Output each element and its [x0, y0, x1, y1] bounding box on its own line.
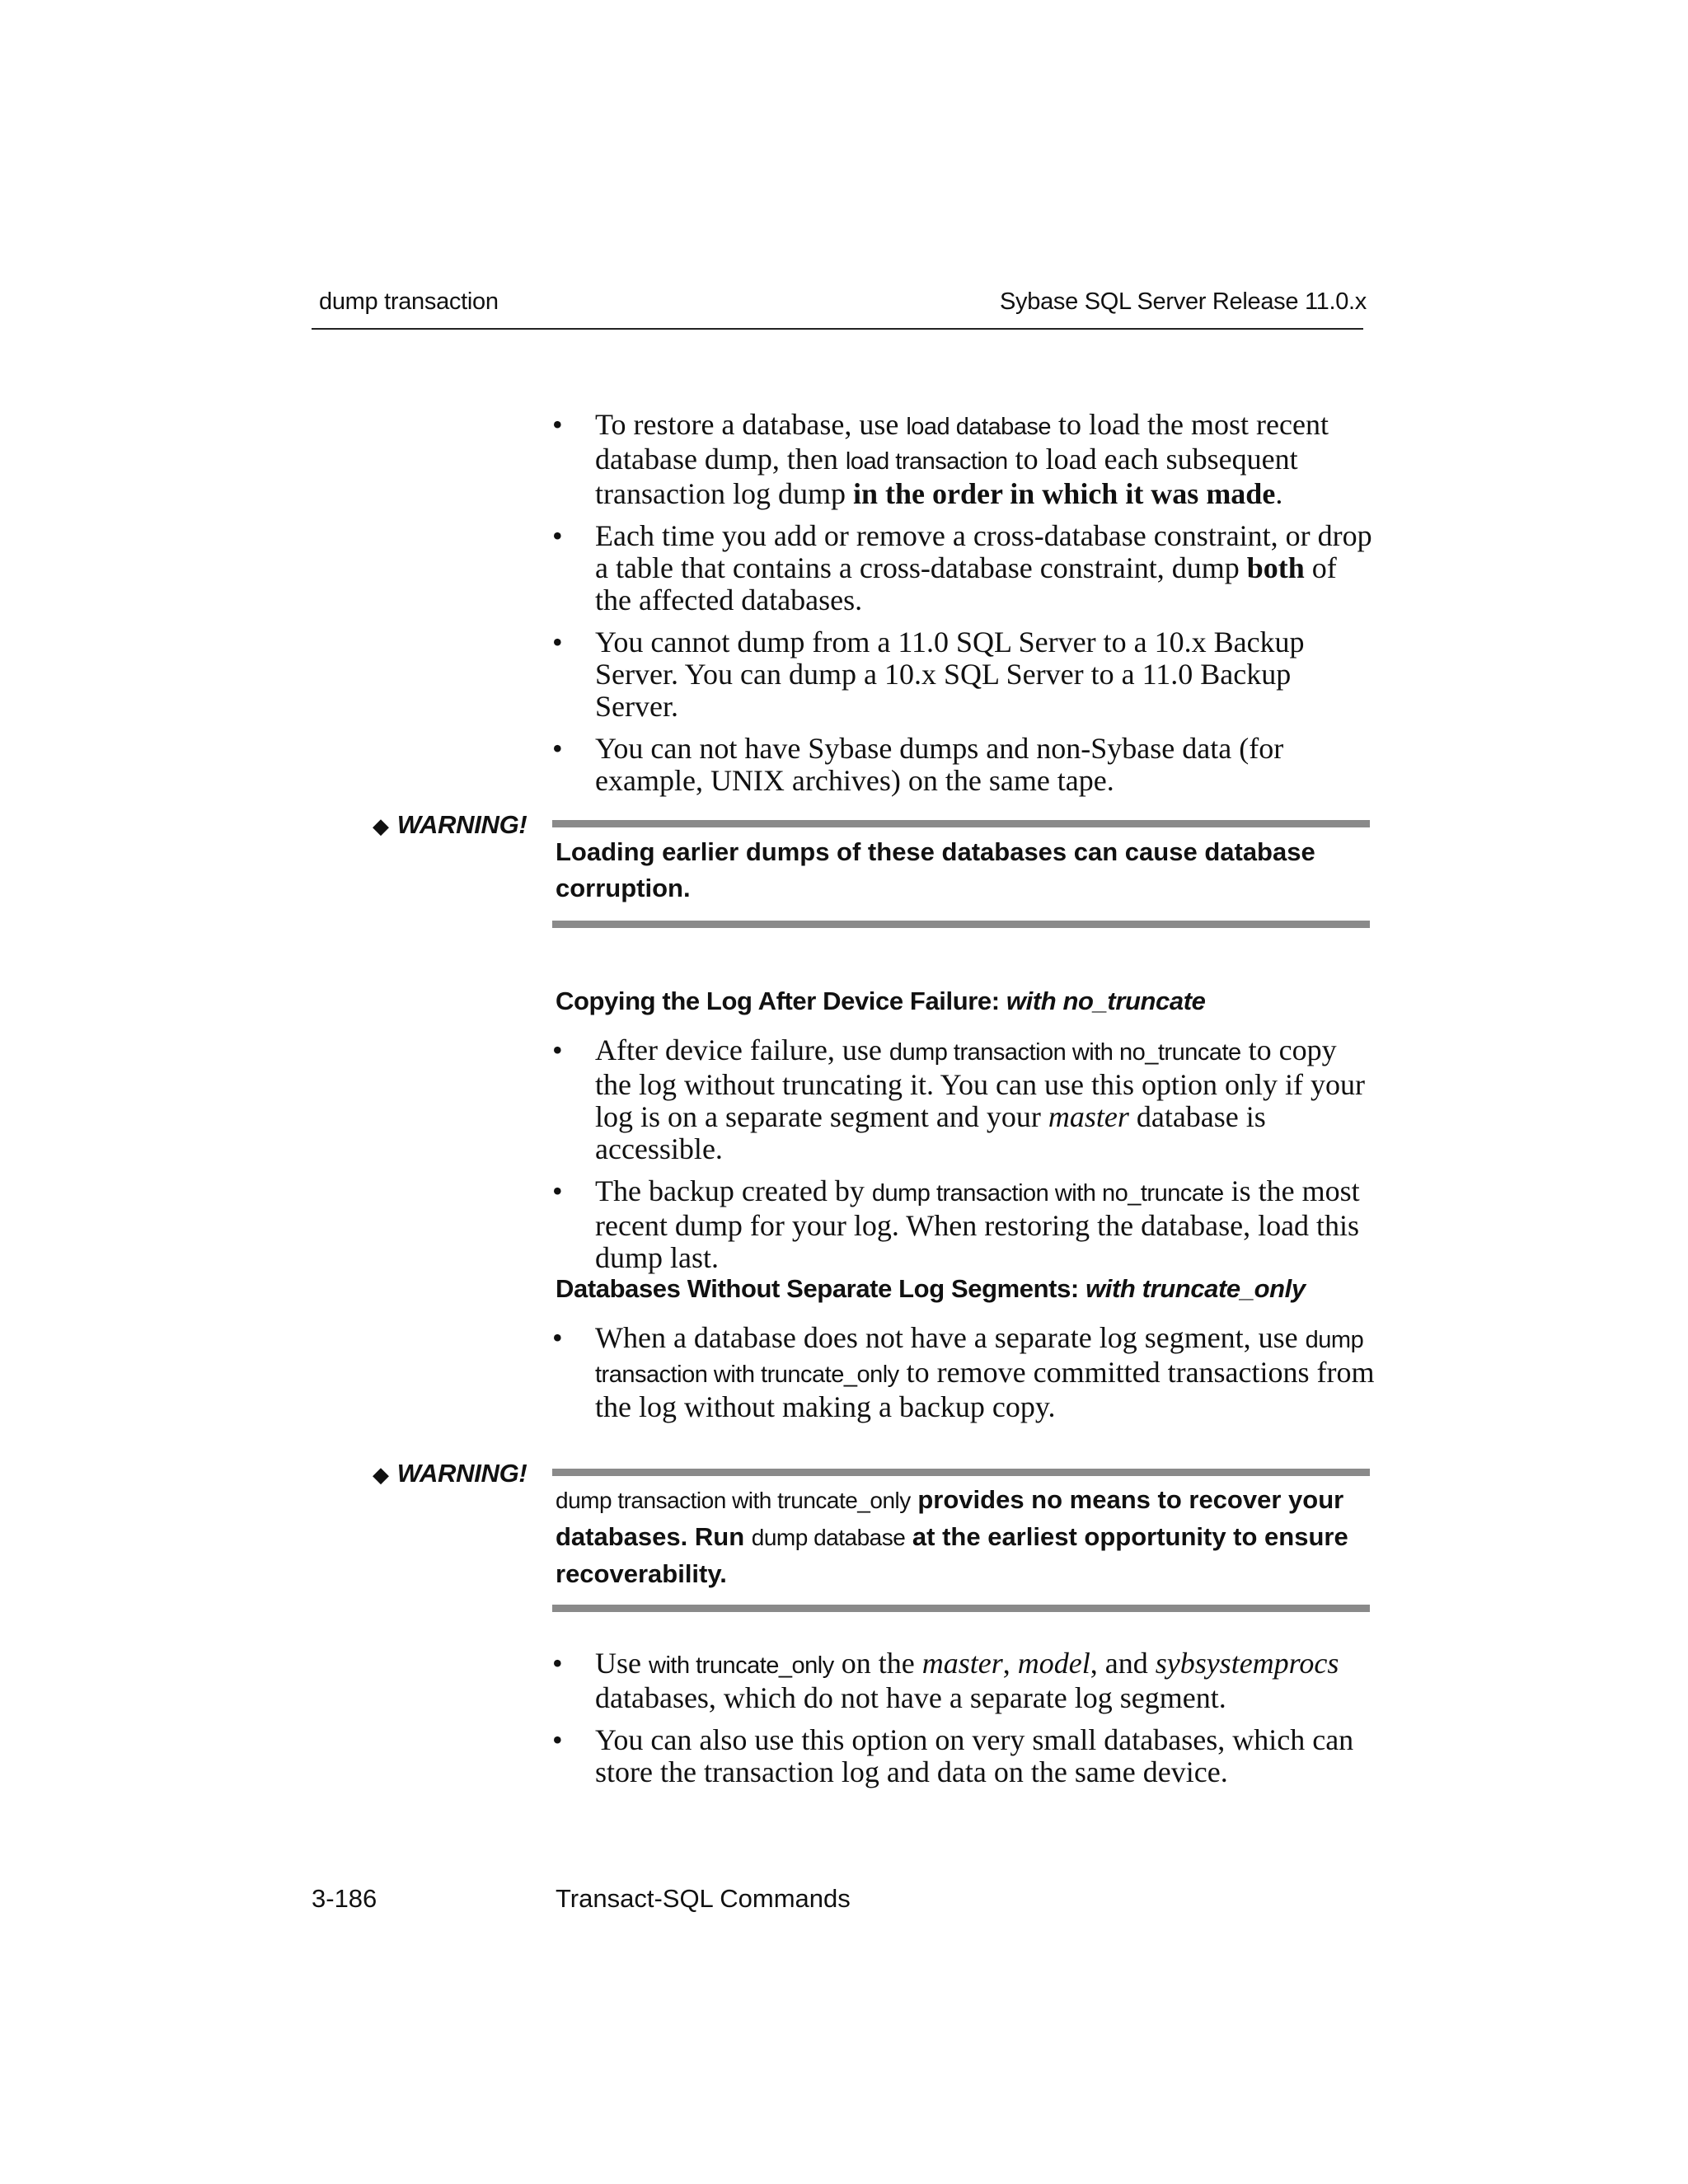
text-run-text: databases, which do not have a separate log segment.: [595, 1681, 1226, 1714]
text-run-text: .: [1275, 477, 1283, 510]
text-run-cmd: load database: [906, 414, 1052, 440]
list-item: [552, 1175, 1376, 1274]
bullet-icon: •: [552, 1647, 563, 1680]
warning-text: [556, 1482, 1372, 1592]
warning-text: [556, 834, 1372, 907]
list-item: [552, 1034, 1376, 1165]
rich-text: [595, 1724, 1376, 1788]
text-run-cmd: dump database: [751, 1525, 906, 1550]
warning-top-rule: [552, 1469, 1370, 1476]
list-item: [552, 733, 1376, 797]
rich-text: [595, 1647, 1376, 1714]
rich-text: [595, 733, 1376, 797]
bullet-icon: •: [552, 626, 563, 658]
text-run-text: To restore a database, use: [595, 408, 907, 441]
warning-label-text: WARNING!: [396, 1459, 528, 1488]
text-run-text: to load the most recent database dump, then: [595, 408, 1329, 476]
text-run-text: You cannot dump from a 11.0 SQL Server to a 10.x Backup Server. You can dump a 10.x SQL Server to a 11.0 Backup Server.: [595, 626, 1305, 723]
list-item: [552, 1322, 1376, 1423]
text-run-text: You can not have Sybase dumps and non-Sybase data (for example, UNIX archives) on the same tape.: [595, 732, 1284, 797]
text-run-text: , and: [1090, 1647, 1156, 1680]
text-run-cmd: dump transaction with truncate_only: [556, 1488, 911, 1513]
list-item: [552, 1647, 1376, 1714]
text-run-text: Each time you add or remove a cross-database constraint, or drop a table that contains a cross-database constraint, dump: [595, 519, 1372, 584]
diamond-icon: ◆: [373, 813, 389, 838]
text-run-text: to load each subsequent transaction log dump: [595, 443, 1298, 510]
text-run-text: Use: [595, 1647, 649, 1680]
warning-label: [373, 810, 527, 840]
text-run-italic: sybsystemprocs: [1155, 1647, 1339, 1680]
bullet-list-end: [552, 1647, 1376, 1788]
text-run-text: to copy the log without truncating it. You can use this option only if your log is on a separate segment and your: [595, 1033, 1365, 1133]
text-run-cmd: dump transaction with no_truncate: [889, 1039, 1241, 1066]
text-run-text: of the affected databases.: [595, 551, 1337, 616]
text-run-text: The backup created by: [595, 1174, 872, 1207]
bullet-icon: •: [552, 408, 563, 441]
warning-label-text: WARNING!: [396, 810, 528, 839]
text-run-bold: both: [1246, 551, 1305, 584]
bullet-icon: •: [552, 1174, 563, 1207]
running-header-title: dump transaction: [319, 288, 499, 315]
section-heading-option: with truncate_only: [1085, 1274, 1306, 1303]
list-item: [552, 409, 1376, 510]
text-run-italic: model: [1017, 1647, 1090, 1680]
rich-text: [595, 626, 1376, 723]
diamond-icon: ◆: [373, 1462, 389, 1487]
running-header-product: Sybase SQL Server Release 11.0.x: [1000, 288, 1367, 315]
warning-label: [373, 1459, 527, 1488]
warning-bottom-rule: [552, 921, 1370, 928]
list-item: [552, 626, 1376, 723]
bullet-icon: •: [552, 1723, 563, 1756]
text-run-text: Loading earlier dumps of these databases can cause database corruption.: [556, 837, 1315, 902]
text-run-text: ,: [1002, 1647, 1018, 1680]
list-item: [552, 520, 1376, 616]
text-run-cmd: dump transaction with no_truncate: [871, 1180, 1224, 1207]
text-run-text: to remove committed transactions from the log without making a backup copy.: [595, 1356, 1375, 1423]
section-heading-text: Copying the Log After Device Failure:: [556, 987, 1006, 1015]
list-item: [552, 1724, 1376, 1788]
text-run-text: at the earliest opportunity to ensure recoverability.: [556, 1522, 1348, 1588]
text-run-text: database is accessible.: [595, 1100, 1266, 1165]
footer-book-title: Transact-SQL Commands: [556, 1884, 851, 1913]
header-rule: [312, 328, 1363, 330]
page-number: 3-186: [312, 1884, 377, 1913]
text-run-text: When a database does not have a separate log segment, use: [595, 1321, 1306, 1354]
text-run-text: on the: [833, 1647, 922, 1680]
bullet-list-section2: [552, 1322, 1376, 1423]
text-run-text: You can also use this option on very small databases, which can store the transaction log and data on the same device.: [595, 1723, 1354, 1788]
bullet-icon: •: [552, 1033, 563, 1066]
rich-text: [595, 409, 1376, 510]
bullet-icon: •: [552, 1321, 563, 1354]
section-heading-text: Databases Without Separate Log Segments:: [556, 1274, 1086, 1303]
bullet-list-section1: [552, 1034, 1376, 1274]
text-run-cmd: with truncate_only: [649, 1652, 834, 1679]
text-run-text: provides no means to recover your databases. Run: [556, 1485, 1344, 1551]
text-run-italic: master: [1048, 1100, 1129, 1133]
bullet-icon: •: [552, 732, 563, 765]
text-run-italic: master: [921, 1647, 1003, 1680]
warning-bottom-rule: [552, 1605, 1370, 1612]
warning-top-rule: [552, 820, 1370, 827]
bullet-list-top: [552, 409, 1376, 797]
bullet-icon: •: [552, 519, 563, 552]
section-heading: [556, 1274, 1306, 1304]
text-run-cmd: dump transaction with truncate_only: [595, 1327, 1364, 1388]
section-heading-option: with no_truncate: [1006, 987, 1206, 1015]
rich-text: [595, 1034, 1376, 1165]
rich-text: [595, 520, 1376, 616]
text-run-text: is the most recent dump for your log. When restoring the database, load this dump last.: [595, 1174, 1360, 1274]
text-run-bold: in the order in which it was made: [852, 477, 1276, 510]
rich-text: [595, 1175, 1376, 1274]
rich-text: [595, 1322, 1376, 1423]
text-run-text: After device failure, use: [595, 1033, 889, 1066]
text-run-cmd: load transaction: [845, 448, 1008, 475]
section-heading: [556, 987, 1206, 1016]
